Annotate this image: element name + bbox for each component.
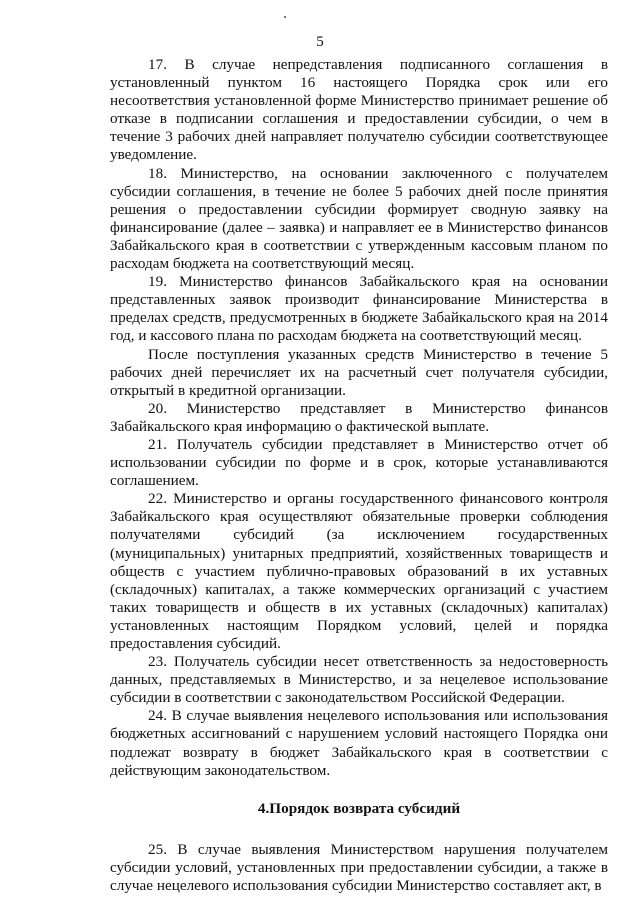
paragraph-22: 22. Министерство и органы государственного финансового контроля Забайкальского края осуществляют обязательные проверки соблюдения получателями субсидий (за исключением государственных (муниципальных) унитарных предприятий, хозяйственных товариществ и обществ с участием публично-правовых образований в их уставных (складочных) капиталах, а также коммерческих организаций с участием таких товариществ и обществ в их уставных (складочных) капиталах) установленных настоящим Порядком условий, целей и порядка предоставления субсидий.	[110, 490, 608, 652]
scan-speck	[284, 16, 286, 18]
paragraph-17: 17. В случае непредставления подписанного соглашения в установленный пунктом 16 настоящего Порядка срок или его несоответствия установленной форме Министерство принимает решение об отказе в подписании соглашения и предоставлении субсидии, о чем в течение 3 рабочих дней направляет получателю субсидии соответствующее уведомление.	[110, 56, 608, 164]
paragraph-19: 19. Министерство финансов Забайкальского края на основании представленных заявок производит финансирование Министерства в пределах средств, предусмотренных в бюджете Забайкальского края на 2014 год, и кассового плана по расходам бюджета на соответствующий месяц.	[110, 273, 608, 345]
paragraph-21: 21. Получатель субсидии представляет в Министерство отчет об использовании субсидии по форме и в срок, которые устанавливаются соглашением.	[110, 435, 608, 490]
paragraph-19-continued: После поступления указанных средств Министерство в течение 5 рабочих дней перечисляет их на расчетный счет получателя субсидии, открытый в кредитной организации.	[110, 345, 608, 399]
section-heading: 4.Порядок возврата субсидий	[257, 799, 461, 817]
paragraph-20: 20. Министерство представляет в Министерство финансов Забайкальского края информацию о фактической выплате.	[110, 399, 608, 435]
paragraph-18: 18. Министерство, на основании заключенного с получателем субсидии соглашения, в течение не более 5 рабочих дней после принятия решения о предоставлении субсидии формирует сводную заявку на финансирование (далее – заявка) и направляет ее в Министерство финансов Забайкальского края в соответствии с утвержденным кассовым планом по расходам бюджета на соответствующий месяц.	[110, 164, 608, 273]
paragraph-24: 24. В случае выявления нецелевого использования или использования бюджетных ассигнований с нарушением условий настоящего Порядка они подлежат возврату в бюджет Забайкальского края в соответствии с действующим законодательством.	[110, 707, 608, 779]
document-body	[110, 56, 608, 895]
paragraph-25: 25. В случае выявления Министерством нарушения получателем субсидии условий, установленных при предоставлении субсидии, а также в случае нецелевого использования субсидии Министерство составляет акт, в	[110, 840, 608, 895]
paragraph-23: 23. Получатель субсидии несет ответственность за недостоверность данных, представляемых в Министерство, и за нецелевое использование субсидии в соответствии с законодательством Российской Федерации.	[110, 653, 608, 707]
page-number: 5	[316, 34, 324, 50]
